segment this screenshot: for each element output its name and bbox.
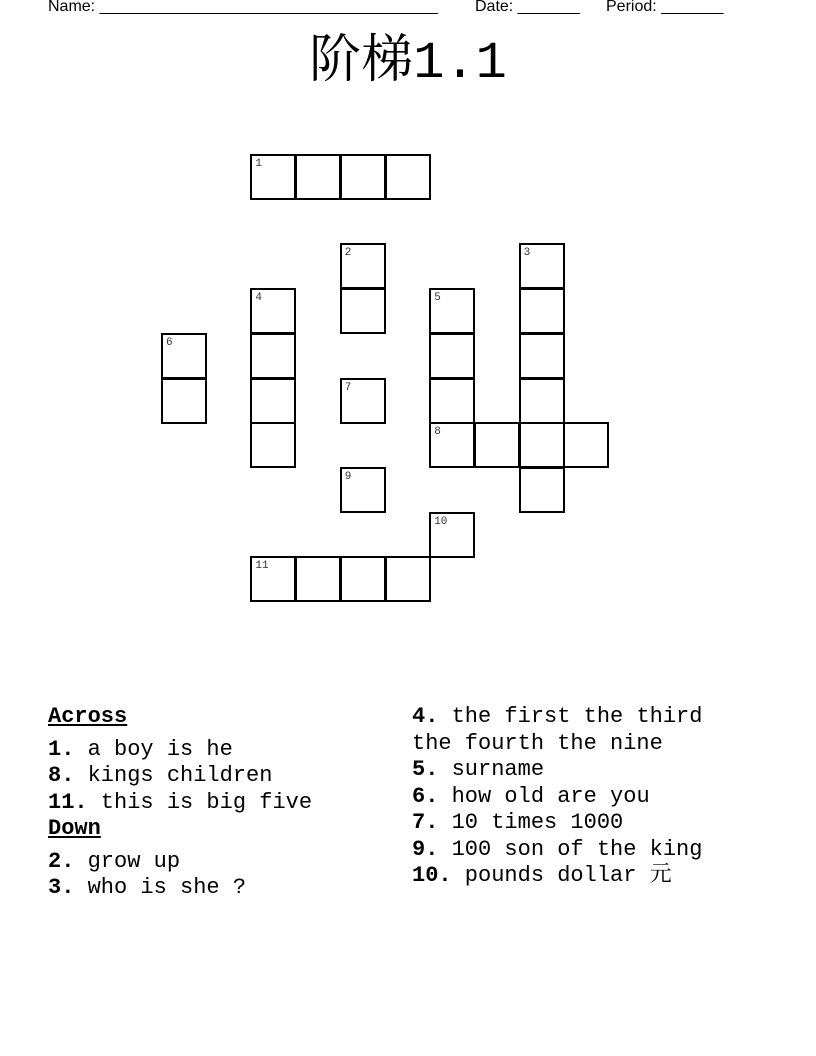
cell-number: 5 <box>434 292 441 305</box>
clue-number: 11. <box>48 789 88 815</box>
crossword-cell[interactable] <box>519 422 565 468</box>
clue-item <box>48 875 388 902</box>
crossword-cell[interactable] <box>250 378 296 424</box>
crossword-cell[interactable] <box>429 512 475 558</box>
crossword-cell[interactable] <box>429 288 475 334</box>
crossword-cell[interactable] <box>429 422 475 468</box>
clue-text: 100 son of the king <box>438 836 703 862</box>
crossword-cell[interactable] <box>519 288 565 334</box>
clue-text: how old are you <box>438 783 650 809</box>
cell-number: 7 <box>344 381 352 394</box>
crossword-cell[interactable] <box>474 422 520 468</box>
clue-number: 7. <box>412 810 439 835</box>
clue-number: 4. <box>412 704 439 729</box>
cell-number: 9 <box>344 470 352 483</box>
clue-item <box>48 737 388 764</box>
clue-item <box>412 863 752 890</box>
crossword-cell[interactable] <box>340 154 386 200</box>
crossword-cell[interactable] <box>161 378 207 424</box>
crossword-cell[interactable] <box>250 333 296 379</box>
clue-number: 6. <box>412 783 439 809</box>
clue-item <box>412 810 752 837</box>
cell-number: 11 <box>255 560 269 573</box>
crossword-cell[interactable] <box>429 333 475 379</box>
cell-number: 4 <box>255 292 262 305</box>
clue-item <box>48 849 388 876</box>
cell-number: 1 <box>255 158 262 170</box>
crossword-cell[interactable] <box>519 333 565 379</box>
down-heading: Down <box>48 816 101 841</box>
clue-item <box>48 790 388 817</box>
clue-text: surname <box>438 757 545 782</box>
cell-number: 8 <box>434 426 441 439</box>
across-clues <box>48 704 388 902</box>
clue-number: 5. <box>412 757 439 782</box>
crossword-cell[interactable] <box>385 154 431 200</box>
clue-text: 10 times 1000 <box>438 810 624 835</box>
crossword-cell[interactable] <box>385 556 431 602</box>
title-number: 1.1 <box>413 34 507 93</box>
crossword-cell[interactable] <box>519 467 565 513</box>
clue-number: 3. <box>48 875 75 900</box>
crossword-cell[interactable] <box>161 333 207 379</box>
across-heading: Across <box>48 704 128 729</box>
clue-text: grow up <box>74 848 181 874</box>
name-label: Name: ______________________________________ <box>48 0 438 15</box>
crossword-cell[interactable] <box>563 422 609 468</box>
date-label: Date: _______ <box>475 0 580 15</box>
clue-number: 8. <box>48 763 75 788</box>
crossword-cell[interactable] <box>340 378 386 424</box>
crossword-cell[interactable] <box>429 378 475 424</box>
crossword-cell[interactable] <box>250 288 296 334</box>
crossword-cell[interactable] <box>295 556 341 602</box>
clue-item <box>412 784 752 811</box>
clue-text: kings children <box>74 763 273 788</box>
cell-number: 2 <box>344 247 352 260</box>
clue-number: 1. <box>48 736 75 762</box>
crossword-cell[interactable] <box>250 422 296 468</box>
clue-item <box>412 757 752 784</box>
cell-number: 6 <box>166 336 173 349</box>
crossword-cell[interactable] <box>295 154 341 200</box>
crossword-cell[interactable] <box>340 243 386 289</box>
clue-text: who is she ? <box>74 875 247 900</box>
clue-item <box>412 837 752 864</box>
crossword-cell[interactable] <box>340 467 386 513</box>
crossword-cell[interactable] <box>250 154 296 200</box>
crossword-cell[interactable] <box>250 556 296 602</box>
clue-number: 9. <box>412 836 439 862</box>
period-label: Period: _______ <box>606 0 724 15</box>
clue-text: pounds dollar 元 <box>451 863 672 888</box>
crossword-cell[interactable] <box>519 378 565 424</box>
clue-item <box>412 704 752 757</box>
cell-number: 3 <box>523 247 531 260</box>
down-clues-continued <box>412 704 752 890</box>
clue-item <box>48 763 388 790</box>
crossword-cell[interactable] <box>340 288 386 334</box>
clue-text: a boy is he <box>74 736 233 762</box>
clue-number: 2. <box>48 848 75 874</box>
clue-text: this is big five <box>87 789 313 815</box>
crossword-cell[interactable] <box>519 243 565 289</box>
crossword-cell[interactable] <box>340 556 386 602</box>
clue-text: the first the third the fourth the nine <box>412 704 716 756</box>
cell-number: 10 <box>434 515 448 528</box>
clue-number: 10. <box>412 863 452 888</box>
title-text: 阶梯 <box>309 30 414 90</box>
